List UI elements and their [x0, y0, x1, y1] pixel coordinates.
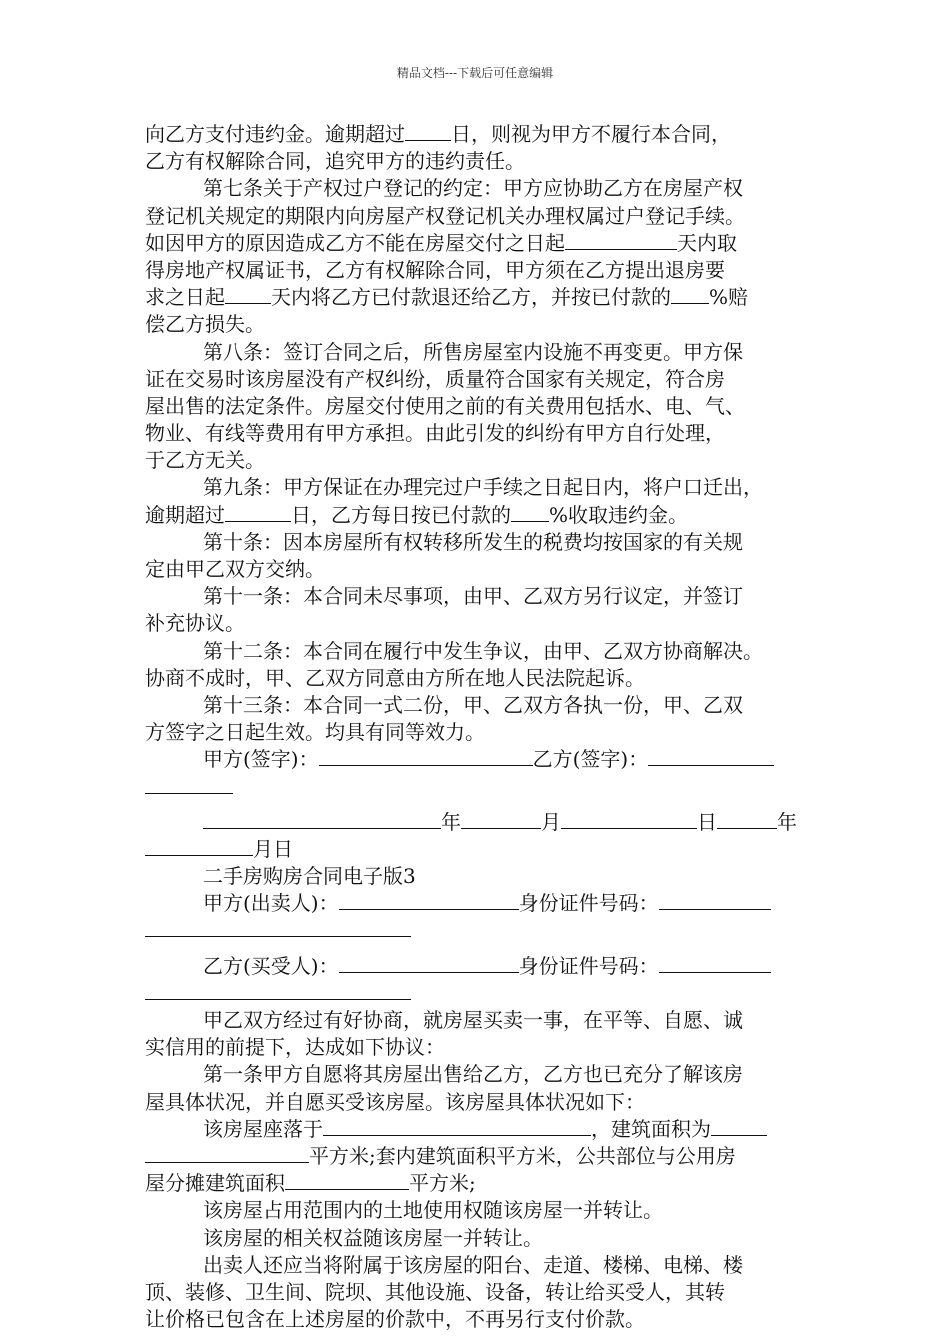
blank-field[interactable] — [323, 1116, 591, 1136]
text-line — [145, 121, 808, 148]
blank-field[interactable] — [201, 1143, 309, 1163]
blank-field[interactable] — [145, 836, 175, 856]
blank-field[interactable] — [339, 809, 441, 829]
line-text: 二手房购房合同电子版3 — [203, 864, 416, 889]
line-text: 物业、有线等费用有甲方承担。由此引发的纠纷有甲方自行处理， — [145, 421, 725, 446]
blank-field[interactable] — [711, 1116, 767, 1136]
line-text: 第十三条：本合同一式二份，甲、乙双方各执一份，甲、乙双 — [203, 692, 743, 717]
line-text: 出卖人还应当将附属于该房屋的阳台、走道、楼梯、电梯、楼 — [203, 1252, 743, 1277]
text-line — [145, 311, 808, 338]
text-line — [145, 420, 808, 447]
blank-field[interactable] — [659, 953, 771, 973]
text-line — [145, 610, 808, 637]
line-text: 协商不成时，甲、乙双方同意由方所在地人民法院起诉。 — [145, 665, 645, 690]
line-text: 身份证件号码： — [518, 891, 659, 916]
line-text: 实信用的前提下，达成如下协议： — [145, 1035, 445, 1060]
text-line — [145, 638, 808, 665]
text-line — [145, 1089, 808, 1116]
text-line — [145, 1252, 808, 1279]
line-text: 如因甲方的原因造成乙方不能在房屋交付之日起 — [145, 230, 565, 255]
line-text: 日 — [697, 809, 717, 834]
text-line — [145, 1116, 808, 1143]
blank-field[interactable] — [659, 890, 771, 910]
text-line — [145, 393, 808, 420]
text-line — [145, 774, 808, 801]
line-text: 屋具体状况，并自愿买受该房屋。该房屋具体状况如下： — [145, 1089, 645, 1114]
blank-field[interactable] — [145, 774, 233, 794]
line-text: 日，乙方每日按已付款的 — [291, 502, 511, 527]
text-line — [145, 474, 808, 501]
blank-field[interactable] — [671, 284, 709, 304]
text-line — [145, 148, 808, 175]
text-line — [145, 257, 808, 284]
page-header: 精品文档---下载后可任意编辑 — [396, 66, 554, 80]
line-text: 第十一条：本合同未尽事项，由甲、乙双方另行议定，并签订 — [203, 584, 743, 609]
text-line — [145, 890, 808, 917]
spacer — [145, 801, 808, 809]
text-line — [145, 366, 808, 393]
spacer — [145, 945, 808, 953]
line-text: 月 — [253, 836, 273, 861]
line-text: 定由甲乙双方交纳。 — [145, 557, 325, 581]
line-text: 日 — [273, 836, 293, 861]
line-text: 让价格已包含在上述房屋的价款中，不再另行支付价款。 — [145, 1307, 645, 1332]
text-line — [145, 1197, 808, 1224]
line-text: 天内取 — [677, 230, 737, 255]
line-text: 该房屋的相关权益随该房屋一并转让。 — [203, 1225, 543, 1250]
line-text: 平方米;套内建筑面积 — [309, 1143, 496, 1168]
line-text: 偿乙方损失。 — [145, 312, 265, 337]
line-text: %收取违约金。 — [549, 502, 689, 527]
line-text: 甲方(签字)： — [203, 747, 319, 772]
text-line — [145, 1225, 808, 1252]
line-text: 向乙方支付违约金。逾期超过 — [145, 122, 405, 146]
line-text: 第七条关于产权过户登记的约定：甲方应协助乙方在房屋产权 — [203, 176, 743, 201]
text-line — [145, 809, 808, 836]
line-text: 求之日起 — [145, 285, 225, 310]
text-line — [145, 556, 808, 583]
text-line — [145, 719, 808, 746]
line-text: 乙方有权解除合同，追究甲方的违约责任。 — [145, 149, 525, 174]
text-line — [145, 175, 808, 202]
line-text: %赔 — [709, 285, 749, 310]
text-line — [145, 284, 808, 311]
line-text: 年 — [441, 809, 461, 834]
text-line — [145, 746, 808, 773]
line-text: 登记机关规定的期限内向房屋产权登记机关办理权属过户登记手续。 — [145, 203, 745, 228]
text-line — [145, 665, 808, 692]
text-line — [145, 529, 808, 556]
text-line — [145, 203, 808, 230]
blank-field[interactable] — [648, 746, 774, 766]
blank-field[interactable] — [225, 502, 291, 522]
blank-field[interactable] — [461, 809, 541, 829]
line-text: 月 — [541, 809, 561, 834]
text-line — [145, 1306, 808, 1333]
line-text: 年 — [777, 809, 797, 834]
text-line — [145, 863, 808, 890]
blank-field[interactable] — [285, 1170, 409, 1190]
text-line — [145, 1143, 808, 1170]
text-line — [145, 917, 808, 944]
text-line — [145, 836, 808, 863]
blank-field[interactable] — [339, 953, 519, 973]
line-text: 该房屋座落于 — [203, 1116, 323, 1141]
line-text: 该房屋占用范围内的土地使用权随该房屋一并转让。 — [203, 1198, 663, 1223]
text-line — [145, 230, 808, 257]
line-text: 第八条：签订合同之后，所售房屋室内设施不再变更。甲方保 — [203, 339, 743, 364]
line-text: 天内将乙方已付款退还给乙方，并按已付款的 — [271, 285, 671, 310]
line-text: 得房地产权属证书，乙方有权解除合同，甲方须在乙方提出退房要 — [145, 257, 725, 282]
text-line — [145, 339, 808, 366]
text-line — [145, 1170, 808, 1197]
line-text: 屋分摊建筑面积 — [145, 1171, 285, 1196]
line-text: 逾期超过 — [145, 502, 225, 527]
blank-field[interactable] — [319, 746, 533, 766]
text-line — [145, 583, 808, 610]
blank-field[interactable] — [203, 809, 339, 829]
line-text: 补充协议。 — [145, 611, 245, 636]
text-line — [145, 692, 808, 719]
blank-field[interactable] — [339, 890, 519, 910]
blank-field[interactable] — [565, 230, 677, 250]
blank-field[interactable] — [561, 809, 697, 829]
line-text: 乙方(买受人)： — [203, 953, 339, 978]
blank-field[interactable] — [175, 836, 253, 856]
line-text: 第十条：因本房屋所有权转移所发生的税费均按国家的有关规 — [203, 529, 743, 554]
line-text: 方签字之日起生效。均具有同等效力。 — [145, 720, 485, 745]
text-line — [145, 1279, 808, 1306]
line-text: 第一条甲方自愿将其房屋出售给乙方，乙方也已充分了解该房 — [203, 1062, 743, 1087]
text-line — [145, 447, 808, 474]
contract-body — [145, 121, 808, 1333]
line-text: 屋出售的法定条件。房屋交付使用之前的有关费用包括水、电、气、 — [145, 393, 745, 418]
line-text: 于乙方无关。 — [145, 448, 265, 473]
line-text: 乙方(签字)： — [532, 747, 649, 772]
blank-field[interactable] — [145, 980, 411, 1000]
blank-field[interactable] — [717, 809, 777, 829]
line-text: 甲乙双方经过有好协商，就房屋买卖一事，在平等、自愿、诚 — [203, 1008, 743, 1032]
line-text: 顶、装修、卫生间、院坝、其他设施、设备，转让给买受人，其转 — [145, 1279, 725, 1304]
line-text: 平方米，公共部位与公用房 — [495, 1143, 736, 1168]
line-text: 甲方(出卖人)： — [203, 891, 339, 916]
line-text: ，建筑面积为 — [591, 1116, 711, 1141]
blank-field[interactable] — [511, 502, 549, 522]
blank-field[interactable] — [145, 917, 411, 937]
blank-field[interactable] — [225, 284, 271, 304]
text-line — [145, 1061, 808, 1088]
line-text: 第十二条：本合同在履行中发生争议，由甲、乙双方协商解决。 — [203, 638, 763, 663]
line-text: 日，则视为甲方不履行本合同， — [451, 122, 731, 146]
text-line — [145, 980, 808, 1007]
line-text: 身份证件号码： — [518, 953, 659, 978]
blank-field[interactable] — [145, 1143, 201, 1163]
text-line — [145, 953, 808, 980]
text-line — [145, 1034, 808, 1061]
text-line — [145, 502, 808, 529]
line-text: 第九条：甲方保证在办理完过户手续之日起日内，将户口迁出， — [203, 475, 763, 500]
text-line — [145, 1007, 808, 1034]
line-text: 证在交易时该房屋没有产权纠纷，质量符合国家有关规定，符合房 — [145, 366, 725, 391]
blank-field[interactable] — [405, 121, 451, 141]
line-text: 平方米; — [409, 1171, 476, 1196]
